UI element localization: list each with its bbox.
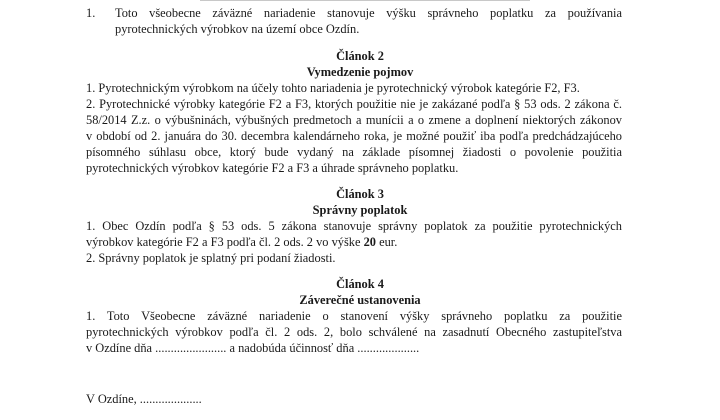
- art3-fee-unit: eur.: [375, 235, 398, 249]
- article-2-heading: Článok 2: [336, 49, 384, 63]
- article-2-subheading: Vymedzenie pojmov: [306, 65, 414, 79]
- art3-paragraph-1-line2: [86, 234, 397, 250]
- cut-off-heading-rule: [200, 0, 530, 1]
- art2-paragraph-2-line3: v období od 2. januára do 30. decembra kalendárneho roka, je možné použiť iba podľa predchádzajúceho: [86, 129, 622, 143]
- art2-paragraph-2-line2: 58/2014 Z.z. o výbušninách, výbušných predmetoch a munícii a o zmene a doplnení niektorých zákonov: [86, 113, 622, 127]
- art3-paragraph-2: 2. Správny poplatok je splatný pri podaní žiadosti.: [86, 251, 336, 265]
- art2-paragraph-2-line5: pyrotechnických výrobkov kategórie F2 a F3 a úhrade správneho poplatku.: [86, 161, 459, 175]
- art3-fee-text: výrobkov kategórie F2 a F3 podľa čl. 2 ods. 2 vo výške: [86, 235, 364, 249]
- place-and-date: V Ozdíne, ....................: [86, 392, 202, 406]
- art4-paragraph-1-line2: pyrotechnických výrobkov podľa čl. 2 ods. 2, bolo schválené na zasadnutí Obecného zastupiteľstva: [86, 325, 622, 339]
- article-3-heading: Článok 3: [336, 187, 384, 201]
- art1-item1-line1: Toto všeobecne záväzné nariadenie stanovuje výšku správneho poplatku za používania: [115, 6, 622, 20]
- fee-amount: 20: [363, 235, 376, 249]
- art2-paragraph-2-line4: písomného súhlasu obce, ktorý bude vydaný na základe písomnej žiadosti o povolenie použitia: [86, 145, 622, 159]
- article-4-subheading: Záverečné ustanovenia: [299, 293, 421, 307]
- art2-paragraph-1: 1. Pyrotechnickým výrobkom na účely tohto nariadenia je pyrotechnický výrobok kategórie F2, F3.: [86, 81, 580, 95]
- article-3-subheading: Správny poplatok: [312, 203, 408, 217]
- art1-item1-number: 1.: [86, 6, 96, 20]
- art3-paragraph-1-line1: 1. Obec Ozdín podľa § 53 ods. 5 zákona stanovuje správny poplatok za použitie pyrotechnických: [86, 219, 622, 233]
- art1-item1-line2: pyrotechnických výrobkov na území obce Ozdín.: [115, 22, 360, 36]
- art2-paragraph-2-line1: 2. Pyrotechnické výrobky kategórie F2 a F3, ktorých použitie nie je zakázané podľa § 53 ods. 2 zákona č.: [86, 97, 622, 111]
- art4-paragraph-1-line3: v Ozdíne dňa ....................... a nadobúda účinnosť dňa ....................: [86, 341, 420, 355]
- art4-paragraph-1-line1: 1. Toto Všeobecne záväzné nariadenie o stanovení výšky správneho poplatku za použitie: [86, 309, 622, 323]
- article-4-heading: Článok 4: [336, 277, 384, 291]
